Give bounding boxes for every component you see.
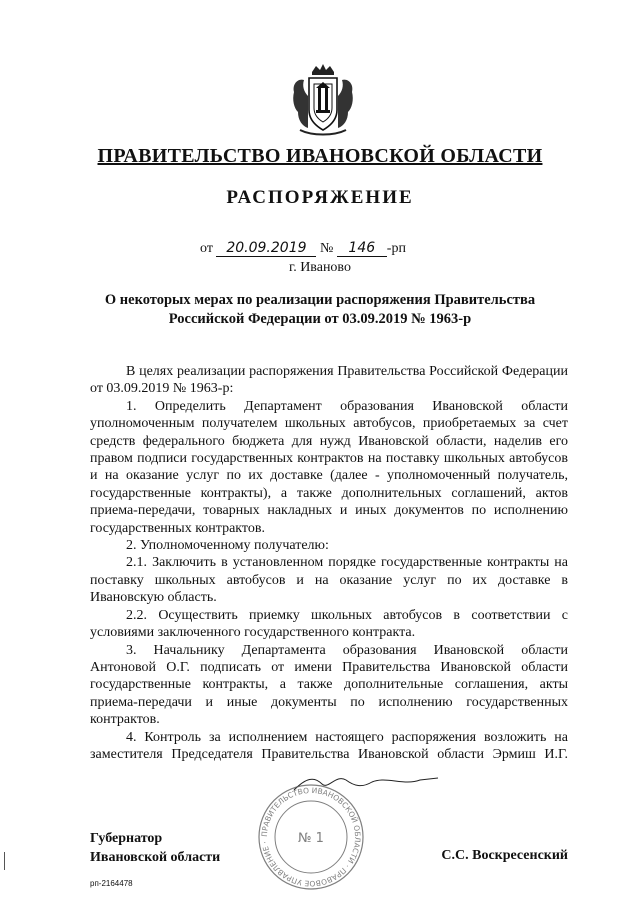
city: г. Иваново (289, 260, 351, 275)
document-type: РАСПОРЯЖЕНИЕ (226, 187, 414, 208)
margin-mark (4, 852, 5, 870)
document-body (90, 363, 568, 763)
government-title: ПРАВИТЕЛЬСТВО ИВАНОВСКОЙ ОБЛАСТИ (97, 145, 543, 167)
signatory-name: С.С. Воскресенский (441, 848, 568, 863)
date-prefix: от (200, 241, 213, 256)
body-paragraph: 2.2. Осуществить приемку школьных автобусов в соответствии с условиями заключенного государственного контракта. (90, 607, 568, 641)
document-subject: О некоторых мерах по реализации распоряжения Правительства Российской Федерации от 03.09.2019 № 1963-р (104, 292, 536, 327)
body-paragraph: В целях реализации распоряжения Правительства Российской Федерации от 03.09.2019 № 1963-р: (90, 364, 568, 397)
stamp-number: № 1 (298, 831, 324, 846)
date-number-line (200, 240, 460, 257)
body-paragraph: 2.1. Заключить в установленном порядке государственные контракты на поставку школьных автобусов и на оказание услуг по их доставке в Ивановскую область. (90, 555, 568, 606)
stamp-ring-text: ПРАВИТЕЛЬСТВО ИВАНОВСКОЙ ОБЛАСТИ · ПРАВОВОЕ УПРАВЛЕНИЕ · (259, 785, 363, 889)
signatory-title: Губернатор (90, 831, 163, 846)
official-stamp (256, 782, 366, 892)
number-suffix: -рп (386, 241, 406, 256)
body-paragraph: 2. Уполномоченному получателю: (126, 538, 329, 554)
registration-number: рп-2164478 (90, 879, 133, 888)
signatory-position (90, 829, 220, 867)
coat-of-arms-icon (290, 62, 356, 138)
document-date: 20.09.2019 (216, 240, 316, 257)
signatory-region: Ивановской области (90, 850, 221, 865)
body-paragraph: 3. Начальнику Департамента образования Ивановской области Антоновой О.Г. подписать от имени Правительства Ивановской области государственные контракты, а также дополнительные соглашения, акты приема-передачи и иные документы по исполнению государственных контрактов. (90, 642, 568, 728)
number-sign: № (319, 241, 334, 256)
body-paragraph: 4. Контроль за исполнением настоящего распоряжения возложить на заместителя Председателя Правительства Ивановской области Эрмиш И.Г. (90, 729, 568, 762)
document-number: 146 (337, 240, 387, 257)
body-paragraph: 1. Определить Департамент образования Ивановской области уполномоченным получателем школьных автобусов, приобретаемых за счет средств федерального бюджета для нужд Ивановской области, наделив его правом подписи государственных контрактов на поставку школьных автобусов и на оказание услуг по их доставке (далее - уполномоченный получатель, государственные контракты), а также дополнительных соглашений, актов приема-передачи, товарных накладных и иных документов по исполнению государственных контрактов. (90, 398, 568, 536)
